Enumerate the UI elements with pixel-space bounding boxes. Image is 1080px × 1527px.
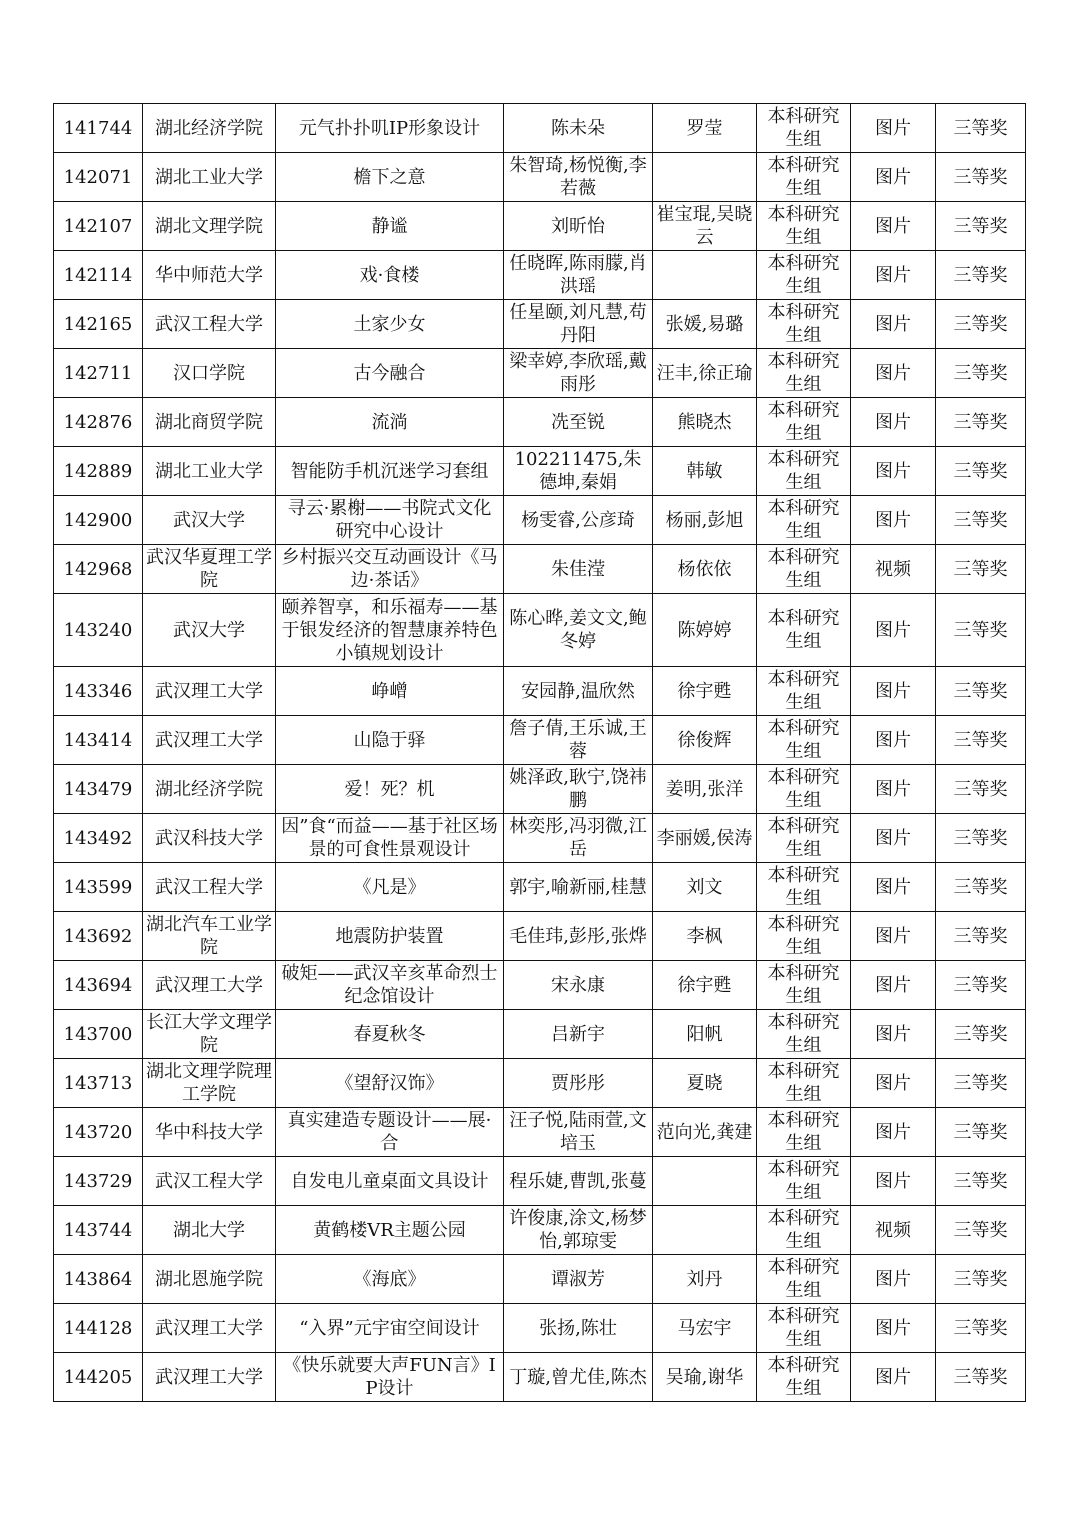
advisors-cell: 张媛,易璐 bbox=[653, 300, 757, 349]
authors-cell: 朱智琦,杨悦衡,李若薇 bbox=[504, 153, 653, 202]
advisors-cell: 徐俊辉 bbox=[653, 716, 757, 765]
work-type-cell: 图片 bbox=[851, 912, 936, 961]
school-cell: 湖北恩施学院 bbox=[143, 1255, 276, 1304]
authors-cell: 汪子悦,陆雨萱,文培玉 bbox=[504, 1108, 653, 1157]
advisors-cell bbox=[653, 1157, 757, 1206]
authors-cell: 毛佳玮,彭彤,张烨 bbox=[504, 912, 653, 961]
table-row bbox=[54, 1157, 1026, 1206]
table-row bbox=[54, 1059, 1026, 1108]
award-cell: 三等奖 bbox=[936, 447, 1026, 496]
table-row bbox=[54, 1108, 1026, 1157]
award-cell: 三等奖 bbox=[936, 300, 1026, 349]
work-type-cell: 图片 bbox=[851, 594, 936, 667]
award-cell: 三等奖 bbox=[936, 961, 1026, 1010]
authors-cell: 詹子倩,王乐诚,王蓉 bbox=[504, 716, 653, 765]
school-cell: 武汉理工大学 bbox=[143, 1353, 276, 1402]
entry-id-cell: 142900 bbox=[54, 496, 143, 545]
authors-cell: 冼至锐 bbox=[504, 398, 653, 447]
authors-cell: 陈心晔,姜文文,鲍冬婷 bbox=[504, 594, 653, 667]
authors-cell: 刘昕怡 bbox=[504, 202, 653, 251]
table-row bbox=[54, 398, 1026, 447]
group-cell: 本科研究生组 bbox=[757, 1206, 851, 1255]
authors-cell: 程乐婕,曹凯,张蔓 bbox=[504, 1157, 653, 1206]
work-title-cell: 破矩——武汉辛亥革命烈士纪念馆设计 bbox=[276, 961, 504, 1010]
school-cell: 华中科技大学 bbox=[143, 1108, 276, 1157]
award-cell: 三等奖 bbox=[936, 1304, 1026, 1353]
authors-cell: 任晓晖,陈雨朦,肖洪瑶 bbox=[504, 251, 653, 300]
entry-id-cell: 143694 bbox=[54, 961, 143, 1010]
work-title-cell: 流淌 bbox=[276, 398, 504, 447]
advisors-cell bbox=[653, 251, 757, 300]
entry-id-cell: 142107 bbox=[54, 202, 143, 251]
table-row bbox=[54, 765, 1026, 814]
awards-table bbox=[53, 103, 1026, 1402]
school-cell: 武汉科技大学 bbox=[143, 814, 276, 863]
advisors-cell: 罗莹 bbox=[653, 104, 757, 153]
school-cell: 湖北经济学院 bbox=[143, 104, 276, 153]
table-row bbox=[54, 667, 1026, 716]
school-cell: 湖北工业大学 bbox=[143, 153, 276, 202]
work-title-cell: 《快乐就要大声FUN言》IP设计 bbox=[276, 1353, 504, 1402]
award-cell: 三等奖 bbox=[936, 545, 1026, 594]
work-title-cell: 爱！死？机 bbox=[276, 765, 504, 814]
entry-id-cell: 143240 bbox=[54, 594, 143, 667]
award-cell: 三等奖 bbox=[936, 1010, 1026, 1059]
table-row bbox=[54, 961, 1026, 1010]
work-type-cell: 图片 bbox=[851, 202, 936, 251]
work-type-cell: 图片 bbox=[851, 863, 936, 912]
group-cell: 本科研究生组 bbox=[757, 814, 851, 863]
group-cell: 本科研究生组 bbox=[757, 912, 851, 961]
award-cell: 三等奖 bbox=[936, 104, 1026, 153]
table-row bbox=[54, 202, 1026, 251]
table-row bbox=[54, 1010, 1026, 1059]
school-cell: 湖北经济学院 bbox=[143, 765, 276, 814]
award-cell: 三等奖 bbox=[936, 716, 1026, 765]
advisors-cell: 阳帆 bbox=[653, 1010, 757, 1059]
work-title-cell: 古今融合 bbox=[276, 349, 504, 398]
school-cell: 武汉大学 bbox=[143, 496, 276, 545]
work-type-cell: 图片 bbox=[851, 104, 936, 153]
entry-id-cell: 142071 bbox=[54, 153, 143, 202]
work-title-cell: 寻云·累榭——书院式文化研究中心设计 bbox=[276, 496, 504, 545]
award-cell: 三等奖 bbox=[936, 1255, 1026, 1304]
advisors-cell bbox=[653, 1206, 757, 1255]
school-cell: 武汉理工大学 bbox=[143, 667, 276, 716]
award-cell: 三等奖 bbox=[936, 814, 1026, 863]
work-title-cell: 因”食“而益——基于社区场景的可食性景观设计 bbox=[276, 814, 504, 863]
school-cell: 武汉理工大学 bbox=[143, 961, 276, 1010]
advisors-cell: 徐宇甦 bbox=[653, 667, 757, 716]
award-cell: 三等奖 bbox=[936, 594, 1026, 667]
school-cell: 湖北大学 bbox=[143, 1206, 276, 1255]
entry-id-cell: 143692 bbox=[54, 912, 143, 961]
entry-id-cell: 143713 bbox=[54, 1059, 143, 1108]
work-title-cell: 静谧 bbox=[276, 202, 504, 251]
work-type-cell: 图片 bbox=[851, 961, 936, 1010]
table-row bbox=[54, 863, 1026, 912]
entry-id-cell: 143346 bbox=[54, 667, 143, 716]
advisors-cell: 李丽媛,侯涛 bbox=[653, 814, 757, 863]
entry-id-cell: 143414 bbox=[54, 716, 143, 765]
table-body bbox=[54, 104, 1026, 1402]
group-cell: 本科研究生组 bbox=[757, 1059, 851, 1108]
group-cell: 本科研究生组 bbox=[757, 1353, 851, 1402]
authors-cell: 朱佳滢 bbox=[504, 545, 653, 594]
entry-id-cell: 143744 bbox=[54, 1206, 143, 1255]
authors-cell: 丁璇,曾尤佳,陈杰 bbox=[504, 1353, 653, 1402]
entry-id-cell: 142711 bbox=[54, 349, 143, 398]
advisors-cell: 李枫 bbox=[653, 912, 757, 961]
work-title-cell: 土家少女 bbox=[276, 300, 504, 349]
group-cell: 本科研究生组 bbox=[757, 667, 851, 716]
table-row bbox=[54, 594, 1026, 667]
entry-id-cell: 141744 bbox=[54, 104, 143, 153]
award-cell: 三等奖 bbox=[936, 398, 1026, 447]
work-title-cell: 黄鹤楼VR主题公园 bbox=[276, 1206, 504, 1255]
entry-id-cell: 144205 bbox=[54, 1353, 143, 1402]
work-title-cell: 《望舒汉饰》 bbox=[276, 1059, 504, 1108]
authors-cell: 宋永康 bbox=[504, 961, 653, 1010]
school-cell: 长江大学文理学院 bbox=[143, 1010, 276, 1059]
advisors-cell bbox=[653, 153, 757, 202]
authors-cell: 谭淑芳 bbox=[504, 1255, 653, 1304]
entry-id-cell: 143729 bbox=[54, 1157, 143, 1206]
award-cell: 三等奖 bbox=[936, 1108, 1026, 1157]
work-type-cell: 图片 bbox=[851, 153, 936, 202]
table-row bbox=[54, 545, 1026, 594]
award-cell: 三等奖 bbox=[936, 349, 1026, 398]
award-cell: 三等奖 bbox=[936, 912, 1026, 961]
entry-id-cell: 143720 bbox=[54, 1108, 143, 1157]
group-cell: 本科研究生组 bbox=[757, 104, 851, 153]
advisors-cell: 崔宝琨,吴晓云 bbox=[653, 202, 757, 251]
award-cell: 三等奖 bbox=[936, 153, 1026, 202]
award-cell: 三等奖 bbox=[936, 1206, 1026, 1255]
advisors-cell: 刘丹 bbox=[653, 1255, 757, 1304]
work-type-cell: 图片 bbox=[851, 765, 936, 814]
entry-id-cell: 142889 bbox=[54, 447, 143, 496]
table-row bbox=[54, 1206, 1026, 1255]
entry-id-cell: 143864 bbox=[54, 1255, 143, 1304]
school-cell: 武汉工程大学 bbox=[143, 300, 276, 349]
work-type-cell: 图片 bbox=[851, 349, 936, 398]
entry-id-cell: 143700 bbox=[54, 1010, 143, 1059]
table-row bbox=[54, 1255, 1026, 1304]
work-type-cell: 图片 bbox=[851, 1157, 936, 1206]
work-title-cell: 《凡是》 bbox=[276, 863, 504, 912]
group-cell: 本科研究生组 bbox=[757, 863, 851, 912]
work-title-cell: 檐下之意 bbox=[276, 153, 504, 202]
table-row bbox=[54, 104, 1026, 153]
table-row bbox=[54, 447, 1026, 496]
group-cell: 本科研究生组 bbox=[757, 398, 851, 447]
work-type-cell: 视频 bbox=[851, 545, 936, 594]
group-cell: 本科研究生组 bbox=[757, 300, 851, 349]
work-type-cell: 图片 bbox=[851, 1010, 936, 1059]
group-cell: 本科研究生组 bbox=[757, 202, 851, 251]
entry-id-cell: 143492 bbox=[54, 814, 143, 863]
table-row bbox=[54, 716, 1026, 765]
work-title-cell: 地震防护装置 bbox=[276, 912, 504, 961]
advisors-cell: 杨丽,彭旭 bbox=[653, 496, 757, 545]
table-row bbox=[54, 349, 1026, 398]
group-cell: 本科研究生组 bbox=[757, 1010, 851, 1059]
work-type-cell: 图片 bbox=[851, 716, 936, 765]
group-cell: 本科研究生组 bbox=[757, 447, 851, 496]
table-row bbox=[54, 496, 1026, 545]
award-cell: 三等奖 bbox=[936, 1353, 1026, 1402]
advisors-cell: 吴瑜,谢华 bbox=[653, 1353, 757, 1402]
work-title-cell: “入界”元宇宙空间设计 bbox=[276, 1304, 504, 1353]
advisors-cell: 徐宇甦 bbox=[653, 961, 757, 1010]
work-type-cell: 图片 bbox=[851, 667, 936, 716]
group-cell: 本科研究生组 bbox=[757, 1157, 851, 1206]
authors-cell: 安园静,温欣然 bbox=[504, 667, 653, 716]
group-cell: 本科研究生组 bbox=[757, 594, 851, 667]
group-cell: 本科研究生组 bbox=[757, 545, 851, 594]
advisors-cell: 范向光,龚建 bbox=[653, 1108, 757, 1157]
entry-id-cell: 144128 bbox=[54, 1304, 143, 1353]
entry-id-cell: 142876 bbox=[54, 398, 143, 447]
work-type-cell: 图片 bbox=[851, 814, 936, 863]
group-cell: 本科研究生组 bbox=[757, 496, 851, 545]
group-cell: 本科研究生组 bbox=[757, 961, 851, 1010]
work-title-cell: 戏·食楼 bbox=[276, 251, 504, 300]
table-row bbox=[54, 153, 1026, 202]
group-cell: 本科研究生组 bbox=[757, 765, 851, 814]
authors-cell: 郭宇,喻新丽,桂慧 bbox=[504, 863, 653, 912]
award-cell: 三等奖 bbox=[936, 251, 1026, 300]
work-type-cell: 图片 bbox=[851, 1304, 936, 1353]
table-row bbox=[54, 1304, 1026, 1353]
group-cell: 本科研究生组 bbox=[757, 349, 851, 398]
work-title-cell: 智能防手机沉迷学习套组 bbox=[276, 447, 504, 496]
work-type-cell: 视频 bbox=[851, 1206, 936, 1255]
work-type-cell: 图片 bbox=[851, 1255, 936, 1304]
school-cell: 武汉大学 bbox=[143, 594, 276, 667]
advisors-cell: 姜明,张洋 bbox=[653, 765, 757, 814]
advisors-cell: 陈婷婷 bbox=[653, 594, 757, 667]
award-cell: 三等奖 bbox=[936, 202, 1026, 251]
entry-id-cell: 143599 bbox=[54, 863, 143, 912]
work-title-cell: 真实建造专题设计——展·合 bbox=[276, 1108, 504, 1157]
table-row bbox=[54, 1353, 1026, 1402]
work-title-cell: 春夏秋冬 bbox=[276, 1010, 504, 1059]
school-cell: 湖北工业大学 bbox=[143, 447, 276, 496]
work-type-cell: 图片 bbox=[851, 398, 936, 447]
advisors-cell: 杨依依 bbox=[653, 545, 757, 594]
work-type-cell: 图片 bbox=[851, 1059, 936, 1108]
authors-cell: 梁幸婷,李欣瑶,戴雨彤 bbox=[504, 349, 653, 398]
award-cell: 三等奖 bbox=[936, 667, 1026, 716]
award-cell: 三等奖 bbox=[936, 1059, 1026, 1108]
school-cell: 汉口学院 bbox=[143, 349, 276, 398]
award-cell: 三等奖 bbox=[936, 496, 1026, 545]
school-cell: 武汉工程大学 bbox=[143, 863, 276, 912]
award-cell: 三等奖 bbox=[936, 863, 1026, 912]
award-cell: 三等奖 bbox=[936, 1157, 1026, 1206]
entry-id-cell: 143479 bbox=[54, 765, 143, 814]
entry-id-cell: 142968 bbox=[54, 545, 143, 594]
school-cell: 武汉工程大学 bbox=[143, 1157, 276, 1206]
authors-cell: 许俊康,涂文,杨梦怡,郭琼雯 bbox=[504, 1206, 653, 1255]
advisors-cell: 熊晓杰 bbox=[653, 398, 757, 447]
table-row bbox=[54, 912, 1026, 961]
work-title-cell: 元气扑扑叽IP形象设计 bbox=[276, 104, 504, 153]
work-type-cell: 图片 bbox=[851, 1353, 936, 1402]
advisors-cell: 韩敏 bbox=[653, 447, 757, 496]
advisors-cell: 夏晓 bbox=[653, 1059, 757, 1108]
table-row bbox=[54, 814, 1026, 863]
group-cell: 本科研究生组 bbox=[757, 153, 851, 202]
award-cell: 三等奖 bbox=[936, 765, 1026, 814]
school-cell: 湖北文理学院理工学院 bbox=[143, 1059, 276, 1108]
school-cell: 湖北文理学院 bbox=[143, 202, 276, 251]
school-cell: 湖北商贸学院 bbox=[143, 398, 276, 447]
authors-cell: 陈未朵 bbox=[504, 104, 653, 153]
work-title-cell: 峥嶒 bbox=[276, 667, 504, 716]
entry-id-cell: 142114 bbox=[54, 251, 143, 300]
school-cell: 武汉理工大学 bbox=[143, 1304, 276, 1353]
authors-cell: 张扬,陈壮 bbox=[504, 1304, 653, 1353]
work-title-cell: 自发电儿童桌面文具设计 bbox=[276, 1157, 504, 1206]
work-title-cell: 《海底》 bbox=[276, 1255, 504, 1304]
advisors-cell: 马宏宇 bbox=[653, 1304, 757, 1353]
table-row bbox=[54, 251, 1026, 300]
group-cell: 本科研究生组 bbox=[757, 1108, 851, 1157]
authors-cell: 任星颐,刘凡慧,苟丹阳 bbox=[504, 300, 653, 349]
work-type-cell: 图片 bbox=[851, 251, 936, 300]
authors-cell: 林奕彤,冯羽微,江岳 bbox=[504, 814, 653, 863]
school-cell: 湖北汽车工业学院 bbox=[143, 912, 276, 961]
school-cell: 武汉理工大学 bbox=[143, 716, 276, 765]
advisors-cell: 汪丰,徐正瑜 bbox=[653, 349, 757, 398]
group-cell: 本科研究生组 bbox=[757, 1304, 851, 1353]
authors-cell: 吕新宇 bbox=[504, 1010, 653, 1059]
work-type-cell: 图片 bbox=[851, 447, 936, 496]
authors-cell: 姚泽政,耿宁,饶祎鹏 bbox=[504, 765, 653, 814]
work-type-cell: 图片 bbox=[851, 300, 936, 349]
advisors-cell: 刘文 bbox=[653, 863, 757, 912]
group-cell: 本科研究生组 bbox=[757, 716, 851, 765]
work-type-cell: 图片 bbox=[851, 1108, 936, 1157]
work-type-cell: 图片 bbox=[851, 496, 936, 545]
authors-cell: 贾彤彤 bbox=[504, 1059, 653, 1108]
table-row bbox=[54, 300, 1026, 349]
authors-cell: 杨雯睿,公彦琦 bbox=[504, 496, 653, 545]
school-cell: 武汉华夏理工学院 bbox=[143, 545, 276, 594]
group-cell: 本科研究生组 bbox=[757, 251, 851, 300]
entry-id-cell: 142165 bbox=[54, 300, 143, 349]
work-title-cell: 乡村振兴交互动画设计《马边·茶话》 bbox=[276, 545, 504, 594]
school-cell: 华中师范大学 bbox=[143, 251, 276, 300]
work-title-cell: 颐养智享，和乐福寿——基于银发经济的智慧康养特色小镇规划设计 bbox=[276, 594, 504, 667]
work-title-cell: 山隐于驿 bbox=[276, 716, 504, 765]
group-cell: 本科研究生组 bbox=[757, 1255, 851, 1304]
authors-cell: 102211475,朱德坤,秦娟 bbox=[504, 447, 653, 496]
